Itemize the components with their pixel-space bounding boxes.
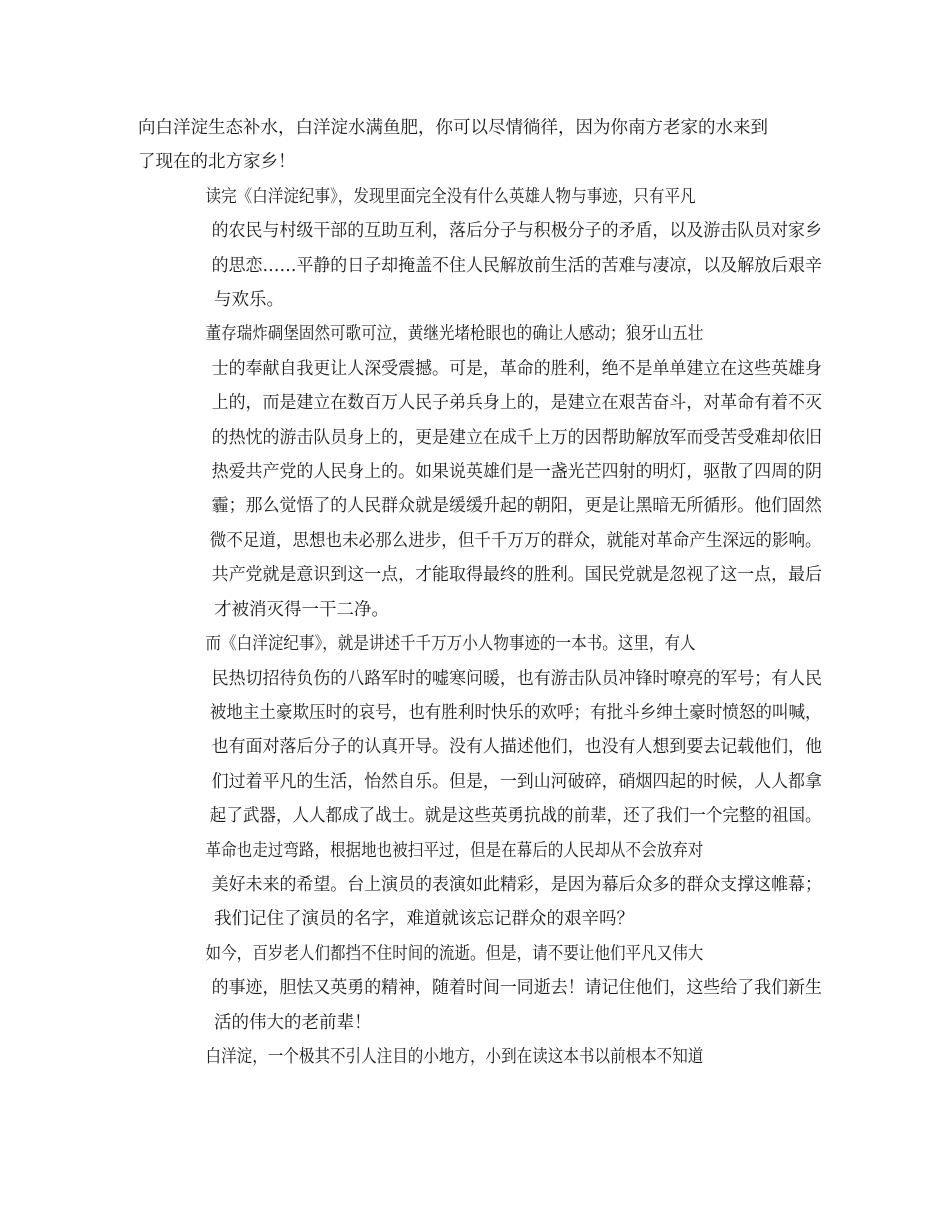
text-line: 而《白洋淀纪事》，就是讲述千千万万小人物事迹的一本书。这里，有人 [205,634,696,655]
paragraph-7 [138,1040,822,1074]
text-line: 上的，而是建立在数百万人民子弟兵身上的，是建立在艰苦奋斗，对革命有着不灭 [211,393,822,414]
text-line: 共产党就是意识到这一点，才能取得最终的胜利。国民党就是忽视了这一点，最后 [211,565,822,586]
text-line: 微不足道，思想也未必那么进步，但千千万万的群众，就能对革命产生深远的影响。 [209,530,822,551]
text-line: 的思恋……平静的日子却掩盖不住人民解放前生活的苦难与凄凉，以及解放后艰辛 [211,255,822,276]
text-line: 热爱共产党的人民身上的。如果说英雄们是一盏光芒四射的明灯，驱散了四周的阴 [211,462,822,483]
text-line: 才被消灭得一干二净。 [214,599,389,620]
text-line: 美好未来的希望。台上演员的表演如此精彩，是因为幕后众多的群众支撑这帷幕； [211,874,822,895]
text-line: 霾；那么觉悟了的人民群众就是缓缓升起的朝阳，更是让黑暗无所循形。他们固然 [211,496,822,517]
text-line: 们过着平凡的生活，怡然自乐。但是，一到山河破碎，硝烟四起的时候，人人都拿 [211,771,822,792]
text-line: 如今，百岁老人们都挡不住时间的流逝。但是，请不要让他们平凡又伟大 [205,943,704,964]
paragraph-5 [138,834,822,937]
text-line: 活的伟大的老前辈！ [214,1012,372,1033]
document-page [138,111,822,1074]
text-line: 董存瑞炸碉堡固然可歌可泣，黄继光堵枪眼也的确让人感动；狼牙山五壮 [205,324,704,345]
text-line: 了现在的北方家乡！ [138,152,296,173]
paragraph-4 [138,627,822,833]
paragraph-1 [138,111,822,180]
text-line: 革命也走过弯路，根据地也被扫平过，但是在幕后的人民却从不会放弃对 [205,840,704,861]
text-line: 民热切招待负伤的八路军时的嘘寒问暖，也有游击队员冲锋时嘹亮的军号；有人民 [211,668,822,689]
text-line: 被地主土豪欺压时的哀号，也有胜利时快乐的欢呼；有批斗乡绅土豪时愤怒的叫喊， [209,702,822,723]
text-line: 白洋淀，一个极其不引人注目的小地方，小到在读这本书以前根本不知道 [205,1046,704,1067]
paragraph-6 [138,937,822,1040]
text-line: 起了武器，人人都成了战士。就是这些英勇抗战的前辈，还了我们一个完整的祖国。 [209,806,822,827]
text-line: 士的奉献自我更让人深受震撼。可是，革命的胜利，绝不是单单建立在这些英雄身 [211,358,822,379]
paragraph-3 [138,317,822,627]
text-line: 向白洋淀生态补水，白洋淀水满鱼肥，你可以尽情徜徉，因为你南方老家的水来到 [138,118,768,138]
text-line: 也有面对落后分子的认真开导。没有人描述他们，也没有人想到要去记载他们，他 [211,737,822,758]
text-line: 读完《白洋淀纪事》，发现里面完全没有什么英雄人物与事迹，只有平凡 [205,186,696,207]
text-line: 的农民与村级干部的互助互利，落后分子与积极分子的矛盾，以及游击队员对家乡 [211,221,822,242]
text-line: 的事迹，胆怯又英勇的精神，随着时间一同逝去！请记住他们，这些给了我们新生 [211,978,822,999]
paragraph-2 [138,180,822,318]
text-line: 的热忱的游击队员身上的，更是建立在成千上万的因帮助解放军而受苦受难却依旧 [211,427,822,448]
text-line: 我们记住了演员的名字，难道就该忘记群众的艰辛吗？ [214,909,634,930]
text-line: 与欢乐。 [214,290,284,311]
